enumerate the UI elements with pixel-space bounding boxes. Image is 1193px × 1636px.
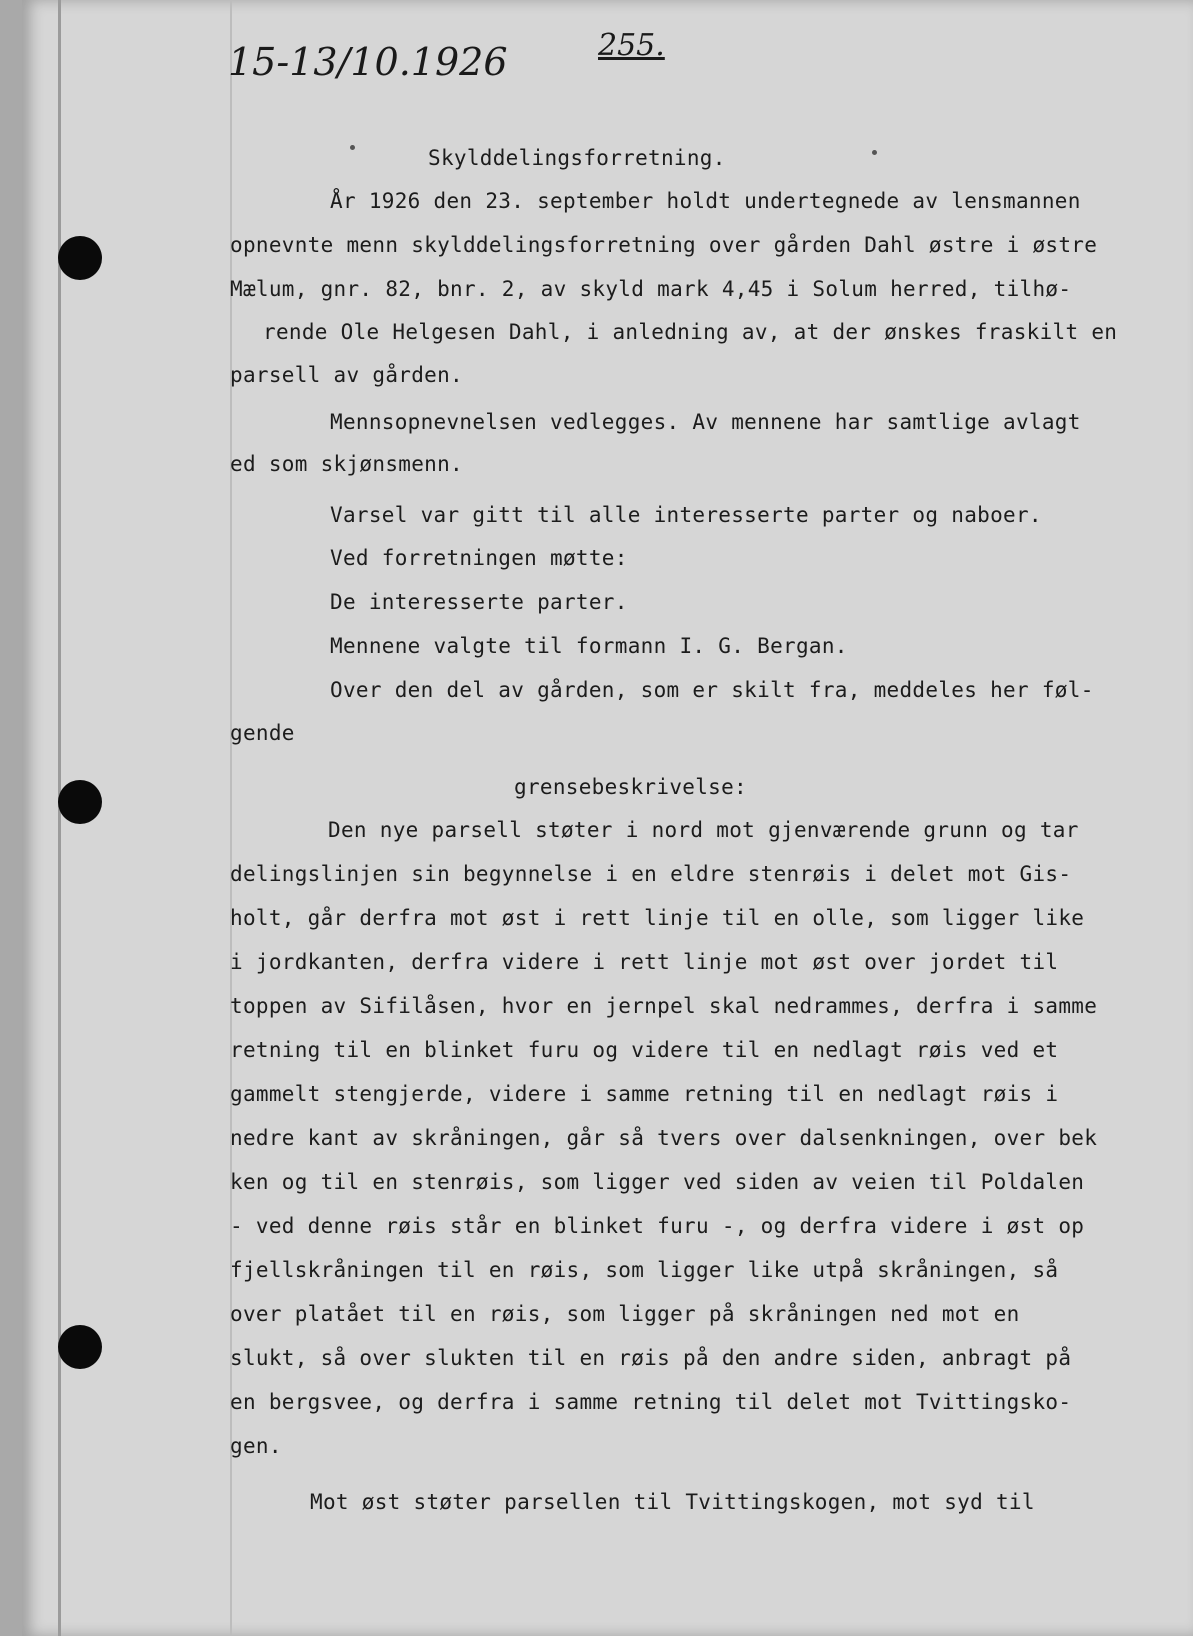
body-line: De interesserte parter. [330, 590, 628, 614]
body-line: fjellskråningen til en røis, som ligger like utpå skråningen, så [230, 1258, 1059, 1282]
body-line: over platået til en røis, som ligger på skråningen ned mot en [230, 1302, 1020, 1326]
punch-hole [58, 780, 102, 824]
body-line: i jordkanten, derfra videre i rett linje mot øst over jordet til [230, 950, 1059, 974]
body-line: toppen av Sifilåsen, hvor en jernpel skal nedrammes, derfra i samme [230, 994, 1098, 1018]
body-line: ken og til en stenrøis, som ligger ved siden av veien til Poldalen [230, 1170, 1085, 1194]
document-heading: Skylddelingsforretning. [428, 146, 726, 170]
body-line: holt, går derfra mot øst i rett linje til en olle, som ligger like [230, 906, 1085, 930]
body-line: nedre kant av skråningen, går så tvers over dalsenkningen, over bek [230, 1126, 1098, 1150]
body-line: gammelt stengjerde, videre i samme retning til en nedlagt røis i [230, 1082, 1059, 1106]
body-line: gende [230, 721, 295, 745]
body-line: Mennene valgte til formann I. G. Bergan. [330, 634, 848, 658]
ink-speck [872, 150, 877, 155]
body-line: Varsel var gitt til alle interesserte parter og naboer. [330, 503, 1042, 527]
body-line: en bergsvee, og derfra i samme retning til delet mot Tvittingsko- [230, 1390, 1072, 1414]
body-line: År 1926 den 23. september holdt undertegnede av lensmannen [330, 189, 1081, 213]
body-line: Over den del av gården, som er skilt fra, meddeles her føl- [330, 678, 1094, 702]
body-line: - ved denne røis står en blinket furu -, og derfra videre i øst op [230, 1214, 1085, 1238]
body-line: slukt, så over slukten til en røis på den andre siden, anbragt på [230, 1346, 1072, 1370]
body-line: delingslinjen sin begynnelse i en eldre stenrøis i delet mot Gis- [230, 862, 1072, 886]
punch-hole [58, 1325, 102, 1369]
punch-hole [58, 236, 102, 280]
body-line: parsell av gården. [230, 363, 463, 387]
body-line: Mælum, gnr. 82, bnr. 2, av skyld mark 4,45 i Solum herred, tilhø- [230, 277, 1072, 301]
body-line: gen. [230, 1434, 282, 1458]
body-line: Den nye parsell støter i nord mot gjenværende grunn og tar [328, 818, 1079, 842]
body-line: Ved forretningen møtte: [330, 546, 628, 570]
section-subheading: grensebeskrivelse: [514, 775, 747, 799]
ink-speck [350, 145, 355, 150]
body-line: retning til en blinket furu og videre til en nedlagt røis ved et [230, 1038, 1059, 1062]
body-line: Mot øst støter parsellen til Tvittingskogen, mot syd til [310, 1490, 1035, 1514]
case-reference: 15-13/10.1926 [228, 40, 508, 84]
body-line: ed som skjønsmenn. [230, 452, 463, 476]
body-line: opnevnte menn skylddelingsforretning over gården Dahl østre i østre [230, 233, 1098, 257]
body-line: rende Ole Helgesen Dahl, i anledning av, at der ønskes fraskilt en [263, 320, 1118, 344]
body-line: Mennsopnevnelsen vedlegges. Av mennene har samtlige avlagt [330, 410, 1081, 434]
page-number: 255. [598, 28, 665, 63]
